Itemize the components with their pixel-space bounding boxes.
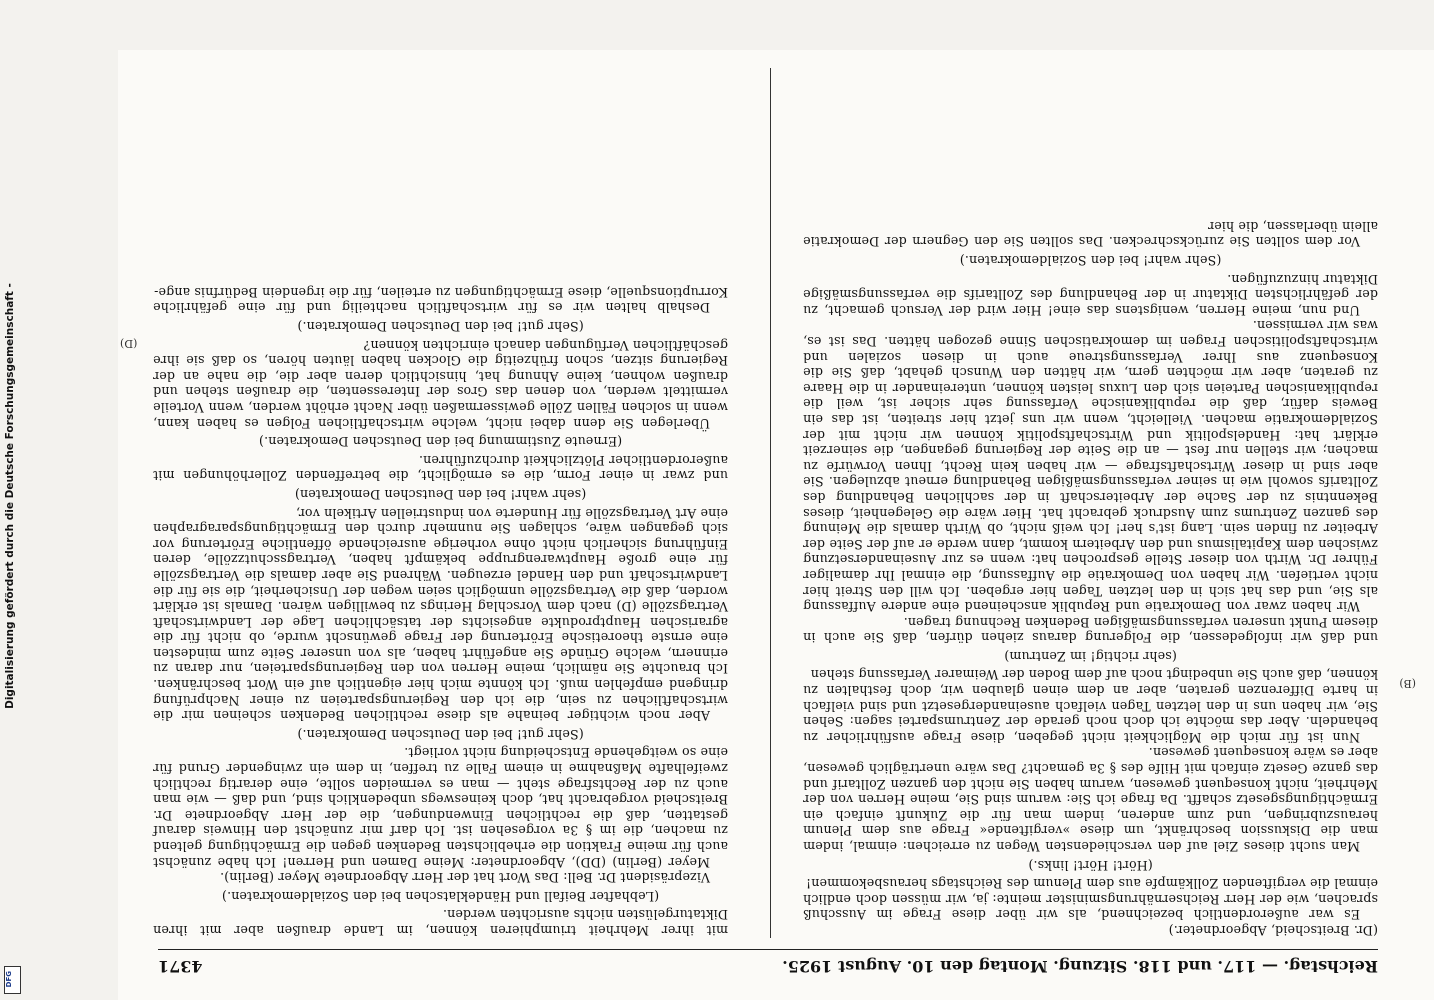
column-divider <box>770 68 771 938</box>
right-para-2: Vizepräsident Dr. Bell: Das Wort hat der Herr Abgeordnete Meyer (Berlin). <box>219 870 710 886</box>
right-para-7: und zwar in einer Form, die es ermöglicht, die betreffenden Zollerhöhungen mit außerordentlicher Plötzlichkeit durchzuführen. <box>153 452 728 484</box>
right-para-0: mit ihrer Mehrheit triumphieren können, im Lande draußen aber mit ihren Diktaturgelüsten nichts ausrichten werden. <box>153 907 728 938</box>
left-para-2: (Hört! Hört! links.) <box>1028 857 1153 873</box>
page-number: 4371 <box>158 957 203 976</box>
left-para-9: (Sehr wahr! bei den Sozialdemokraten.) <box>959 253 1222 269</box>
page-header-title: Reichstag. — 117. und 118. Sitzung. Montag den 10. August 1925. <box>782 957 1378 976</box>
right-para-9: Überlegen Sie denn dabei nicht, welche wirtschaftlichen Folgen es haben kann, wenn in solchen Fällen Zölle gewissermaßen über Nacht erhöht werden, wenn Vorteile vermittelt werden, von denen das Gros der Interessenten, die draußen stehen und draußen wohnen, keine Ahnung hat, hinsichtlich deren aber die, die nahe an der Regierung sitzen, schon frühzeitig die Glocken haben läuten hören, so daß sie ihre geschäftlichen Verfügungen danach einrichten können? <box>153 337 728 431</box>
rotated-document-page <box>118 50 1418 990</box>
right-para-3: Meyer (Berlin) (DD), Abgeordneter: Meine Damen und Herren! Ich habe zunächst auch für meine Fraktion die erheblichsten Bedenken gegen die Ermächtigung geltend zu machen, die im § 3a vorgesehen ist. Ich darf mir zunächst den Hinweis darauf gestatten, daß die rechtlichen Einwendungen, die der Herr Abgeordnete Dr. Breitscheid vorgebracht hat, doch keineswegs unbedenklich sind, und daß — wie man auch zu der Rechtsfrage steht — man es vermeiden sollte, eine derartig rechtlich zweifelhafte Maßnahme in einem Falle zu treffen, in dem ein zwingender Grund für eine so weitgehende Entscheidung nicht vorliegt. <box>153 745 728 870</box>
right-para-1: (Lebhafter Beifall und Händeklatschen bei den Sozialdemokraten.) <box>221 888 660 904</box>
left-para-0: (Dr. Breitscheid, Abgeordneter.) <box>1168 923 1378 938</box>
right-para-4: (Sehr gut! bei den Deutschen Demokraten.) <box>297 726 584 742</box>
funding-credit-strip <box>0 0 24 1000</box>
left-para-6: und daß wir infolgedessen, die Folgerung daraus ziehen dürfen, daß Sie auch in diesem Punkt unseren verfassungsmäßigen Bedenken Rechnung tragen. <box>803 614 1378 646</box>
dfg-logo-icon: DFG <box>4 966 21 994</box>
header-rule <box>158 949 1378 950</box>
left-para-5: (sehr richtig! im Zentrum) <box>1004 648 1177 664</box>
left-column <box>803 68 1378 938</box>
right-para-8: (Erneute Zustimmung bei den Deutschen Demokraten.) <box>258 434 623 450</box>
left-para-3: Man sucht dieses Ziel auf den verschiedensten Wegen zu erreichen: einmal, indem man die Diskussion beschränkt, um diese »vergiftende« Frage aus dem Plenum herauszubringen, und zum anderen, indem man für die Zukunft einfach ein Ermächtigungsgesetz schafft. Da frage ich Sie: warum sind Sie, meine Herren von der Mehrheit, nicht konsequent gewesen, warum haben Sie nicht den ganzen Zolltarif und das ganze Gesetz einfach mit Hilfe des § 3a gemacht? Das wäre unerträglich gewesen, aber es wäre konsequent gewesen. <box>803 745 1378 855</box>
right-para-11: Deshalb halten wir es für wirtschaftlich nachteilig und für eine gefährliche Korruptionsquelle, diese Ermächtigungen zu erteilen, für die irgendein Bedürfnis ange- <box>153 284 728 316</box>
funding-credit-text: Digitalisierung gefördert durch die Deutsche Forschungsgemeinschaft - <box>4 283 16 709</box>
margin-marker-d: (D) <box>120 337 138 350</box>
left-para-7: Wir haben zwar von Demokratie und Republik anscheinend eine andere Auffassung als Sie, und das hat sich in den letzten Tagen hier ergeben. Ich will den Streit hier nicht vertiefen. Wir haben von Demokratie die Auffassung, die einmal Ihr damaliger Führer Dr. Wirth von dieser Stelle gesprochen hat: wenn es zur Auseinandersetzung zwischen dem Kapitalismus und den Arbeitern kommt, dann werde er auf der Seite der Arbeiter zu finden sein. Lang ist's her! Ich weiß nicht, ob Wirth damals die Meinung des ganzen Zentrums zum Ausdruck gebracht hat. Hier wäre die Gelegenheit, dieses Bekenntnis zu der Sache der Arbeiterschaft in der sachlichen Behandlung des Zolltarifs sowohl wie in seiner verfassungsmäßigen Behandlung erneut abzulegen. Sie aber sind in dieser Wirtschaftsfrage — wir haben kein Recht, Ihnen Vorwürfe zu machen; wir stellen nur fest — an die Seite der Regierung gegangen, die seinerzeit erklärt hat: Handelspolitik und Wirtschaftspolitik können wir nicht mit der Sozialdemokratie machen. Vielleicht, wenn wir uns jetzt hier streiten, ist das ein Beweis dafür, daß die republikanische Verfassung sehr sicher ist, weil die republikanischen Parteien sich den Luxus leisten können, untereinander in die Haare zu geraten, aber wir möchten gern, wir hätten den Wunsch gehabt, daß Sie die Konsequenz aus Ihrer Verfassungstreue auch in diesen sozialen und wirtschaftspolitischen Fragen im demokratischen Sinne gezogen hätten. Das ist es, was wir vermissen. <box>803 318 1378 615</box>
right-column <box>153 68 728 938</box>
left-para-1: Es war außerordentlich bezeichnend, als wir über diese Frage im Ausschuß sprachen, wie der Herr Reichsernährungsminister meinte: ja, wir müssen doch endlich einmal die vergiftenden Zollkämpfe aus dem Plenum des Reichstags herausbekommen! <box>803 876 1378 923</box>
right-para-6: (sehr wahr! bei den Deutschen Demokraten) <box>294 486 587 502</box>
right-para-10: (Sehr gut! bei den Deutschen Demokraten.) <box>297 319 584 335</box>
margin-marker-b: (B) <box>1399 677 1416 690</box>
left-para-8: Und nun, meine Herren, wenigstens das eine! Hier wird der Versuch gemacht, zu der gefährlichsten Diktatur in der Behandlung des Zolltarifs die verfassungsmäßige Diktatur hinzuzufügen. <box>803 271 1378 318</box>
left-para-4: Nun ist für mich die Möglichkeit nicht gegeben, diese Frage ausführlicher zu behandeln. Aber das möchte ich doch noch gerade der Zentrumspartei sagen: Sehen Sie, wir haben uns in den letzten Tagen vielfach auseinandergesetzt und sind vielfach in harte Differenzen geraten, aber an dem einen glauben wir, doch festhalten zu können, daß auch Sie unbedingt noch auf dem Boden der Weimarer Verfassung stehen <box>803 667 1378 745</box>
page-header <box>158 954 1378 976</box>
right-para-5: Aber noch wichtiger beinahe als diese rechtlichen Bedenken scheinen mir die wirtschaftlichen zu sein, die ich den Regierungsparteien zu einer Nachprüfung dringend empfehlen muß. Ich könnte mich hier eigentlich auf ein Wort beschränken. Ich brauchte Sie nämlich, meine Herren von den Regierungsparteien, nur daran zu erinnern, welche Gründe Sie angeführt haben, als von unserer Seite zum mindesten eine ernste theoretische Erörterung der Frage gewünscht wurde, ob nicht für die agrarischen Hauptprodukte angesichts der tatsächlichen Lage der Landwirtschaft Vertragszölle (D) nach dem Vorschlag Herings zu bewilligen wären. Damals ist erklärt worden, daß die Vertragszölle unmöglich seien wegen der Unsicherheit, die sie für die Landwirtschaft und den Handel erzeugen. Während Sie aber damals die Vertragszölle für eine große Hauptwarengruppe bekämpft haben, Vertragsschutzzölle, deren Einführung sicherlich nicht ohne vorherige ausreichende öffentliche Erörterung vor sich gegangen wäre, schlagen Sie nunmehr durch den Ermächtigungsparagraphen eine Art Vertragszölle für Hunderte von industriellen Artikeln vor, <box>153 505 728 724</box>
left-para-10: Vor dem sollten Sie zurückschrecken. Das sollten Sie den Gegnern der Demokratie allein überlassen, die hier <box>803 218 1378 250</box>
